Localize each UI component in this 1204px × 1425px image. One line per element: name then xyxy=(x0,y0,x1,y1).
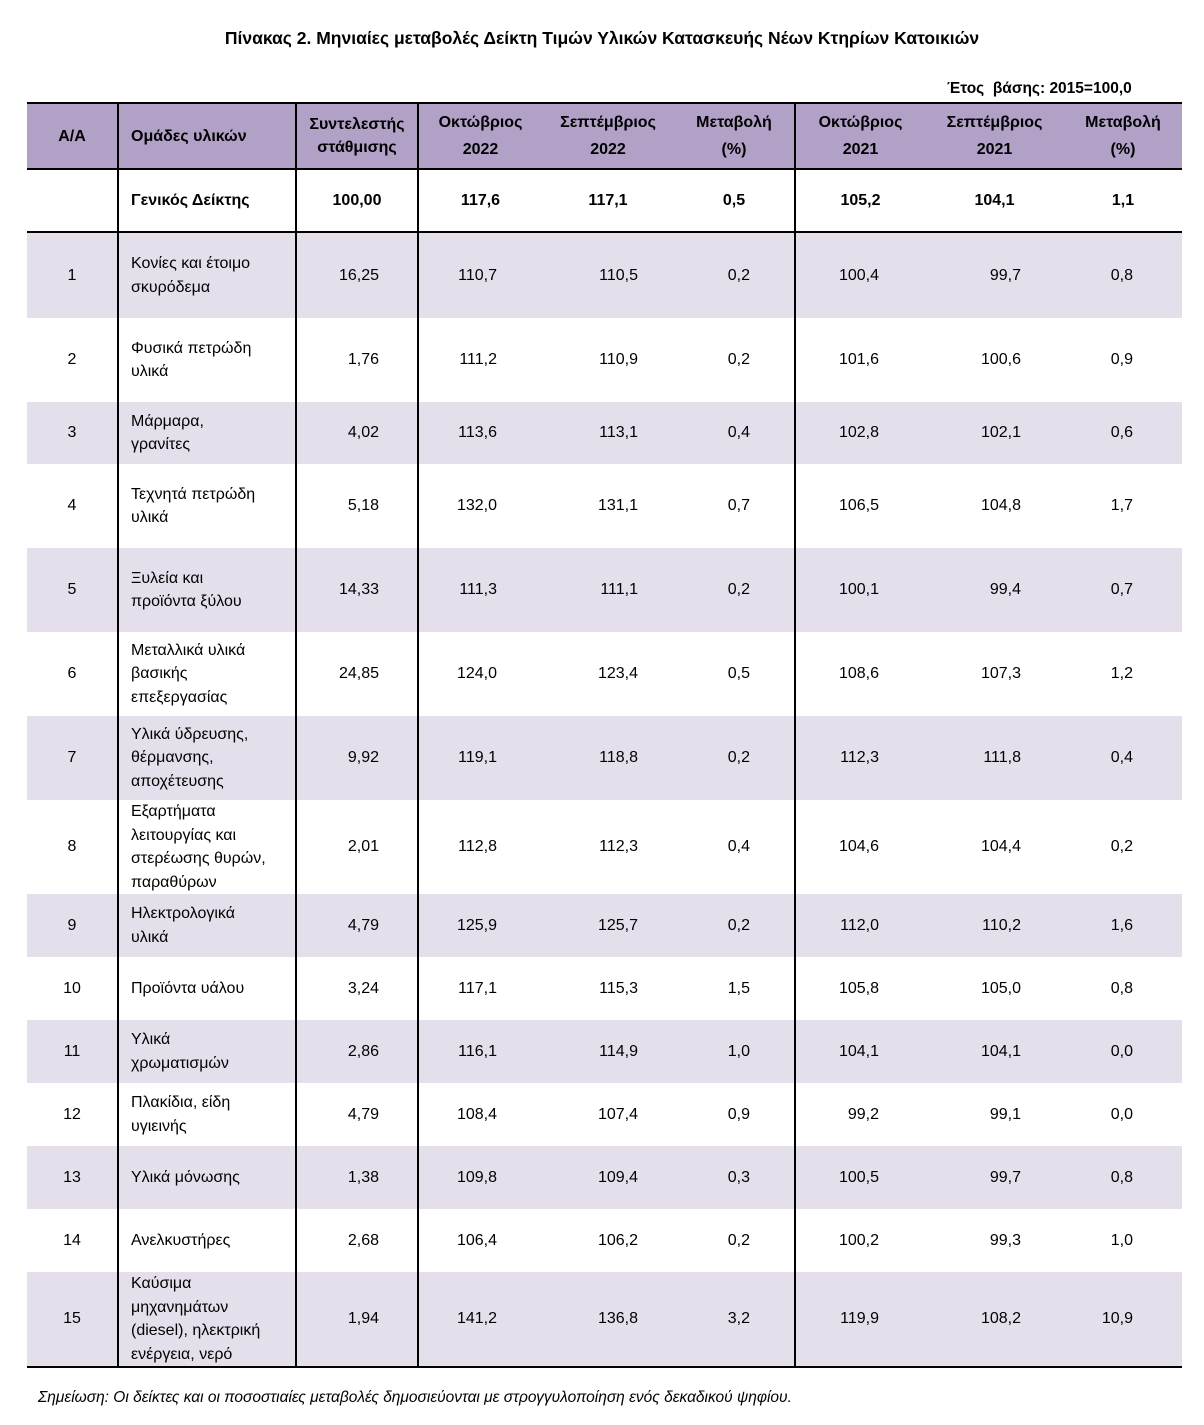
row-sep-2022: 118,8 xyxy=(542,716,674,800)
row-oct-2021: 100,1 xyxy=(795,548,925,632)
row-weight: 24,85 xyxy=(296,632,418,716)
row-weight: 9,92 xyxy=(296,716,418,800)
row-group-label-line: λειτουργίας και xyxy=(131,826,237,844)
table-row xyxy=(27,402,1182,464)
row-sep-2022: 110,9 xyxy=(599,351,638,369)
row-change-2021: 0,0 xyxy=(1110,1105,1133,1123)
row-oct-2021: 100,2 xyxy=(838,1231,879,1249)
row-oct-2022: 124,0 xyxy=(456,665,497,683)
row-group-label xyxy=(118,1209,296,1272)
row-aa: 4 xyxy=(27,464,118,548)
row-change-2022: 1,5 xyxy=(674,957,795,1020)
row-group-label-line: χρωματισμών xyxy=(131,1054,229,1072)
row-group-label-line: υλικά xyxy=(131,509,169,526)
row-change-2022: 0,2 xyxy=(674,548,795,632)
row-group-label-line: υλικά xyxy=(131,928,169,946)
row-aa: 13 xyxy=(27,1146,118,1209)
row-oct-2022: 109,8 xyxy=(418,1146,542,1209)
row-weight: 1,76 xyxy=(296,318,418,402)
header-row xyxy=(27,103,1182,169)
row-sep-2022: 131,1 xyxy=(597,497,638,515)
row-group-label xyxy=(118,318,296,402)
row-oct-2022: 125,9 xyxy=(418,894,542,957)
row-weight: 4,02 xyxy=(296,402,418,464)
row-oct-2022: 108,4 xyxy=(456,1105,497,1123)
row-sep-2021: 104,1 xyxy=(925,1020,1064,1083)
row-oct-2021: 99,2 xyxy=(847,1105,879,1123)
row-sep-2021: 110,2 xyxy=(925,894,1064,957)
header-sep-2022: Σεπτέμβριος 2022 xyxy=(542,103,674,169)
row-oct-2021: 108,6 xyxy=(838,665,879,683)
row-group-label-line: Μάρμαρα, xyxy=(131,412,204,430)
row-oct-2022: 119,1 xyxy=(418,716,542,800)
table-row xyxy=(27,1272,1182,1367)
base-year-label: Έτος βάσης: 2015=100,0 xyxy=(947,80,1132,97)
row-group-label xyxy=(118,632,296,716)
row-group-label xyxy=(118,957,296,1020)
row-weight: 2,68 xyxy=(296,1209,418,1272)
row-change-2021: 0,0 xyxy=(1064,1020,1182,1083)
row-change-2021: 0,8 xyxy=(1064,1146,1182,1209)
row-aa: 3 xyxy=(27,402,118,464)
header-aa: Α/Α xyxy=(27,103,118,169)
header-weight: Συντελεστής στάθμισης xyxy=(296,103,418,169)
row-group-label-line: Ηλεκτρολογικά xyxy=(131,905,235,922)
table-row xyxy=(27,1209,1182,1272)
row-sep-2021: 105,0 xyxy=(980,979,1021,997)
row-change-2021: 1,0 xyxy=(1110,1231,1133,1249)
row-sep-2021: 107,3 xyxy=(980,665,1021,683)
row-change-2022: 0,9 xyxy=(674,1083,795,1146)
row-sep-2021: 104,8 xyxy=(980,497,1021,515)
row-weight: 1,94 xyxy=(296,1272,418,1367)
row-aa: 7 xyxy=(27,716,118,800)
row-group-label-line: Ξυλεία και xyxy=(131,569,204,587)
row-sep-2021: 111,8 xyxy=(925,716,1064,800)
row-change-2021: 0,7 xyxy=(1064,548,1182,632)
row-group-label-line: Υλικά μόνωσης xyxy=(131,1168,240,1186)
row-group-label xyxy=(118,402,296,464)
row-sep-2021: 102,1 xyxy=(925,402,1064,464)
row-change-2021: 0,8 xyxy=(1064,232,1182,318)
row-oct-2022: 110,7 xyxy=(418,232,542,318)
row-group-label-line: Κονίες και έτοιμο xyxy=(131,255,251,272)
row-oct-2022: 112,8 xyxy=(458,838,497,856)
row-oct-2022: 111,3 xyxy=(418,548,542,632)
row-sep-2021: 99,7 xyxy=(925,232,1064,318)
row-sep-2021: 104,4 xyxy=(980,838,1021,856)
row-change-2021: 0,6 xyxy=(1064,402,1182,464)
row-oct-2022: 132,0 xyxy=(456,497,497,515)
row-oct-2022: 116,1 xyxy=(418,1020,542,1083)
table-row xyxy=(27,232,1182,318)
row-weight: 14,33 xyxy=(296,548,418,632)
row-change-2021: 0,2 xyxy=(1110,838,1133,856)
row-change-2022: 0,2 xyxy=(674,894,795,957)
general-oct-2021: 105,2 xyxy=(795,169,925,232)
row-group-label xyxy=(118,716,296,800)
table-row xyxy=(27,1083,1182,1146)
row-group-label-line: προϊόντα ξύλου xyxy=(131,593,242,610)
row-oct-2021: 100,5 xyxy=(795,1146,925,1209)
table-row xyxy=(27,548,1182,632)
row-change-2022: 1,0 xyxy=(674,1020,795,1083)
row-change-2022: 0,2 xyxy=(674,318,795,402)
general-change-2022: 0,5 xyxy=(674,169,795,232)
row-group-label-line: θέρμανσης, xyxy=(131,749,214,767)
row-weight: 2,01 xyxy=(296,800,418,894)
row-weight: 4,79 xyxy=(296,1083,418,1146)
row-change-2021: 0,9 xyxy=(1110,351,1133,369)
row-aa: 14 xyxy=(27,1209,118,1272)
table-row xyxy=(27,800,1182,894)
table-row xyxy=(27,716,1182,800)
row-group-label-line: σκυρόδεμα xyxy=(131,278,211,296)
row-group-label xyxy=(118,232,296,318)
header-oct-2021: Οκτώβριος 2021 xyxy=(795,103,925,169)
row-group-label-line: Εξαρτήματα xyxy=(131,803,216,820)
row-change-2022: 0,4 xyxy=(674,800,795,894)
row-sep-2022: 113,1 xyxy=(542,402,674,464)
row-change-2022: 0,2 xyxy=(674,716,795,800)
footnote: Σημείωση: Οι δείκτες και οι ποσοστιαίες μεταβολές δημοσιεύονται με στρογγυλοποίηση ενός δεκαδικού ψηφίου. xyxy=(38,1389,792,1406)
row-aa: 15 xyxy=(27,1272,118,1367)
row-group-label xyxy=(118,1083,296,1146)
row-weight: 2,86 xyxy=(296,1020,418,1083)
header-group: Ομάδες υλικών xyxy=(118,103,296,169)
row-weight: 5,18 xyxy=(296,464,418,548)
row-oct-2021: 104,6 xyxy=(838,838,879,856)
row-group-label-line: Ανελκυστήρες xyxy=(131,1231,231,1249)
row-aa: 8 xyxy=(27,800,118,894)
row-sep-2022: 109,4 xyxy=(542,1146,674,1209)
row-oct-2022: 106,4 xyxy=(456,1231,497,1249)
table-title: Πίνακας 2. Μηνιαίες μεταβολές Δείκτη Τιμών Υλικών Κατασκευής Νέων Κτηρίων Κατοικιών xyxy=(224,28,980,48)
row-oct-2022: 111,2 xyxy=(459,351,497,369)
row-group-label xyxy=(118,464,296,548)
row-sep-2022: 106,2 xyxy=(597,1231,638,1249)
row-group-label-line: Προϊόντα υάλου xyxy=(131,979,245,997)
row-sep-2021: 99,4 xyxy=(925,548,1064,632)
row-group-label-line: επεξεργασίας xyxy=(131,688,228,706)
row-aa: 12 xyxy=(27,1083,118,1146)
row-group-label-line: Υλικά xyxy=(131,1031,171,1048)
material-groups-body xyxy=(27,232,1182,1367)
row-sep-2022: 111,1 xyxy=(542,548,674,632)
table-row xyxy=(27,464,1182,548)
row-oct-2021: 100,4 xyxy=(795,232,925,318)
row-sep-2022: 115,3 xyxy=(599,979,638,997)
row-aa: 2 xyxy=(27,318,118,402)
row-sep-2022: 123,4 xyxy=(597,665,638,683)
row-group-label-line: Υλικά ύδρευσης, xyxy=(131,725,249,743)
row-weight: 4,79 xyxy=(296,894,418,957)
general-sep-2021: 104,1 xyxy=(925,169,1064,232)
row-change-2021: 0,4 xyxy=(1064,716,1182,800)
general-sep-2022: 117,1 xyxy=(542,169,674,232)
table-row xyxy=(27,1020,1182,1083)
row-aa: 11 xyxy=(27,1020,118,1083)
general-aa xyxy=(27,169,118,232)
table-row xyxy=(27,957,1182,1020)
row-oct-2022: 113,6 xyxy=(418,402,542,464)
row-change-2021: 1,6 xyxy=(1064,894,1182,957)
row-group-label xyxy=(118,1146,296,1209)
header-sep-2021: Σεπτέμβριος 2021 xyxy=(925,103,1064,169)
row-sep-2022: 112,3 xyxy=(599,838,638,856)
header-change-2022: Μεταβολή (%) xyxy=(674,103,795,169)
row-sep-2021: 99,7 xyxy=(925,1146,1064,1209)
row-group-label-line: Μεταλλικά υλικά xyxy=(131,641,246,659)
row-oct-2021: 105,8 xyxy=(838,979,879,997)
row-oct-2021: 112,3 xyxy=(795,716,925,800)
row-group-label-line: βασικής xyxy=(131,665,188,683)
row-change-2022: 0,3 xyxy=(674,1146,795,1209)
row-sep-2022: 125,7 xyxy=(542,894,674,957)
row-group-label-line: ενέργεια, νερό xyxy=(131,1345,233,1363)
general-oct-2022: 117,6 xyxy=(418,169,542,232)
row-group-label-line: (diesel), ηλεκτρική xyxy=(131,1322,261,1339)
row-group-label xyxy=(118,1020,296,1083)
header-change-2021: Μεταβολή (%) xyxy=(1064,103,1182,169)
row-oct-2021: 101,6 xyxy=(838,351,879,369)
row-sep-2021: 99,3 xyxy=(989,1231,1021,1249)
row-change-2022: 0,2 xyxy=(674,1209,795,1272)
row-aa: 6 xyxy=(27,632,118,716)
row-oct-2021: 102,8 xyxy=(795,402,925,464)
row-aa: 5 xyxy=(27,548,118,632)
row-group-label-line: υλικά xyxy=(131,363,169,380)
row-change-2021: 0,8 xyxy=(1110,979,1133,997)
row-aa: 10 xyxy=(27,957,118,1020)
row-group-label-line: αποχέτευσης xyxy=(131,772,224,790)
row-group-label-line: μηχανημάτων xyxy=(131,1298,229,1316)
row-sep-2021: 99,1 xyxy=(989,1105,1021,1123)
general-index-row xyxy=(27,169,1182,232)
row-sep-2022: 107,4 xyxy=(597,1105,638,1123)
row-change-2021: 10,9 xyxy=(1064,1272,1182,1367)
table-row xyxy=(27,1146,1182,1209)
table-row xyxy=(27,632,1182,716)
row-change-2022: 0,5 xyxy=(674,632,795,716)
general-label: Γενικός Δείκτης xyxy=(118,169,296,232)
row-aa: 1 xyxy=(27,232,118,318)
row-group-label xyxy=(118,894,296,957)
row-change-2022: 3,2 xyxy=(674,1272,795,1367)
row-oct-2021: 119,9 xyxy=(795,1272,925,1367)
header-oct-2022: Οκτώβριος 2022 xyxy=(418,103,542,169)
table-row xyxy=(27,894,1182,957)
row-oct-2021: 106,5 xyxy=(838,497,879,515)
row-group-label xyxy=(118,548,296,632)
row-group-label-line: Καύσιμα xyxy=(131,1275,192,1292)
row-aa: 9 xyxy=(27,894,118,957)
row-group-label-line: υγιεινής xyxy=(131,1117,187,1135)
row-group-label-line: Πλακίδια, είδη xyxy=(131,1094,231,1111)
row-oct-2022: 117,1 xyxy=(458,979,497,997)
row-change-2022: 0,4 xyxy=(674,402,795,464)
row-group-label xyxy=(118,800,296,894)
row-sep-2022: 114,9 xyxy=(542,1020,674,1083)
row-weight: 16,25 xyxy=(296,232,418,318)
row-group-label-line: γρανίτες xyxy=(131,436,191,453)
row-group-label-line: Τεχνητά πετρώδη xyxy=(131,485,256,503)
row-change-2022: 0,7 xyxy=(674,464,795,548)
general-weight: 100,00 xyxy=(296,169,418,232)
row-sep-2021: 108,2 xyxy=(925,1272,1064,1367)
row-sep-2022: 110,5 xyxy=(542,232,674,318)
row-group-label-line: παραθύρων xyxy=(131,873,217,891)
row-change-2021: 1,2 xyxy=(1110,665,1133,683)
row-oct-2021: 112,0 xyxy=(795,894,925,957)
row-weight: 1,38 xyxy=(296,1146,418,1209)
row-group-label xyxy=(118,1272,296,1367)
row-oct-2022: 141,2 xyxy=(418,1272,542,1367)
row-change-2021: 1,7 xyxy=(1110,497,1133,515)
row-group-label-line: στερέωσης θυρών, xyxy=(131,850,266,867)
table-row xyxy=(27,318,1182,402)
row-change-2022: 0,2 xyxy=(674,232,795,318)
row-weight: 3,24 xyxy=(296,957,418,1020)
general-change-2021: 1,1 xyxy=(1064,169,1182,232)
row-group-label-line: Φυσικά πετρώδη xyxy=(131,339,252,357)
price-index-table xyxy=(27,102,1182,1368)
row-sep-2022: 136,8 xyxy=(542,1272,674,1367)
row-sep-2021: 100,6 xyxy=(980,351,1021,369)
row-oct-2021: 104,1 xyxy=(795,1020,925,1083)
